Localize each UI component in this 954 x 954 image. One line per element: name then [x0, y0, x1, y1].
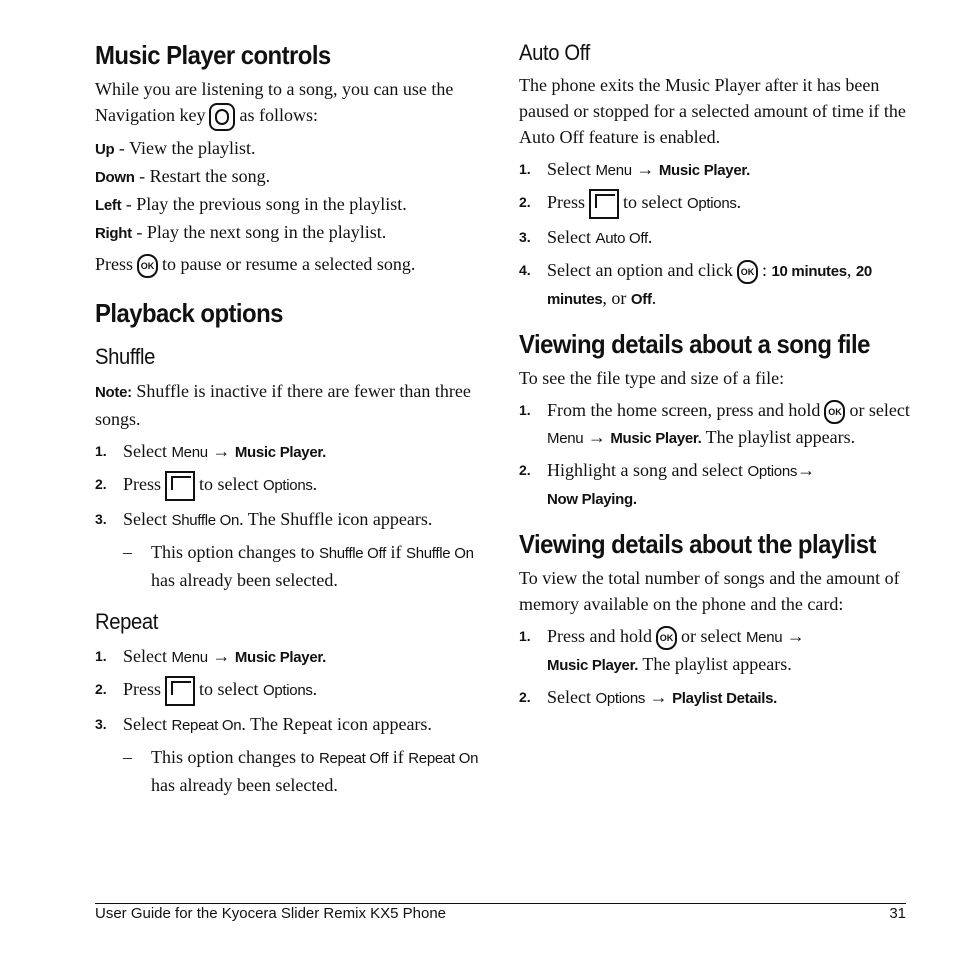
auto-off-steps [519, 156, 911, 313]
playlist-step-2: 2. Select Options → Playlist Details. [519, 686, 778, 707]
auto-off-step-2: 2. Press to select Options. [519, 189, 911, 219]
playback-options-heading: Playback options [95, 297, 283, 328]
footer-title: User Guide for the Kyocera Slider Remix KX5 Phone [95, 905, 446, 922]
repeat-step-3: 3. Select Repeat On. The Repeat icon appears. [95, 713, 432, 734]
playlist-details-heading: Viewing details about the playlist [519, 528, 876, 559]
control-down: Down - Restart the song. [95, 165, 271, 186]
auto-off-step-3: 3. Select Auto Off. [519, 227, 653, 247]
right-column [519, 40, 911, 717]
left-softkey-icon [589, 189, 619, 219]
repeat-step-1: 1. Select Menu → Music Player. [95, 645, 326, 666]
control-right: Right - Play the next song in the playlist. [95, 221, 387, 242]
music-player-controls-heading: Music Player controls [95, 40, 331, 70]
song-details-intro: To see the file type and size of a file: [519, 368, 785, 388]
left-softkey-icon [165, 676, 195, 706]
auto-off-step-1: 1. Select Menu → Music Player. [519, 159, 750, 179]
playlist-details-steps [519, 623, 911, 712]
auto-off-intro: The phone exits the Music Player after it has been paused or stopped for a selected amount of time if the Auto Off feature is enabled. [519, 75, 906, 147]
shuffle-note: Note: Shuffle is inactive if there are fewer than three songs. [95, 380, 471, 429]
ok-key-icon: OK [137, 254, 158, 278]
ok-key-icon: OK [656, 626, 677, 650]
song-details-steps [519, 397, 911, 513]
left-softkey-icon [165, 471, 195, 501]
playlist-details-intro: To view the total number of songs and the amount of memory available on the phone and the card: [519, 567, 900, 614]
shuffle-step-2: 2. Press to select Options. [95, 471, 487, 501]
control-up: Up - View the playlist. [95, 137, 256, 158]
repeat-dash-note: – This option changes to Repeat Off if Repeat On has already been selected. [123, 746, 479, 795]
page-number: 31 [889, 905, 906, 922]
footer-rule [95, 903, 906, 904]
press-ok-text: Press OK to pause or resume a selected song. [95, 251, 487, 278]
repeat-heading: Repeat [95, 608, 159, 634]
repeat-step-2: 2. Press to select Options. [95, 676, 487, 706]
shuffle-dash-note: – This option changes to Shuffle Off if Shuffle On has already been selected. [123, 541, 474, 590]
repeat-steps [95, 643, 487, 739]
song-step-1: 1. From the home screen, press and hold OK or select Menu → Music Player. The playlist appears. [519, 400, 910, 447]
ok-key-icon: OK [737, 260, 758, 284]
mp-intro: While you are listening to a song, you can use the Navigation key as follows: [95, 76, 487, 131]
auto-off-step-4: 4. Select an option and click OK : 10 minutes, 20 minutes, or Off. [519, 260, 872, 308]
shuffle-heading: Shuffle [95, 343, 156, 369]
shuffle-steps [95, 438, 487, 534]
shuffle-step-1: 1. Select Menu → Music Player. [95, 440, 326, 461]
auto-off-heading: Auto Off [519, 40, 590, 65]
song-details-heading: Viewing details about a song file [519, 329, 870, 359]
control-left: Left - Play the previous song in the playlist. [95, 193, 407, 214]
left-column [95, 40, 487, 798]
ok-key-icon: OK [824, 400, 845, 424]
song-step-2: 2. Highlight a song and select Options→ Now Playing. [519, 459, 816, 508]
navigation-key-icon [209, 103, 235, 131]
shuffle-step-3: 3. Select Shuffle On. The Shuffle icon appears. [95, 508, 433, 529]
playlist-step-1: 1. Press and hold OK or select Menu → Music Player. The playlist appears. [519, 625, 805, 674]
